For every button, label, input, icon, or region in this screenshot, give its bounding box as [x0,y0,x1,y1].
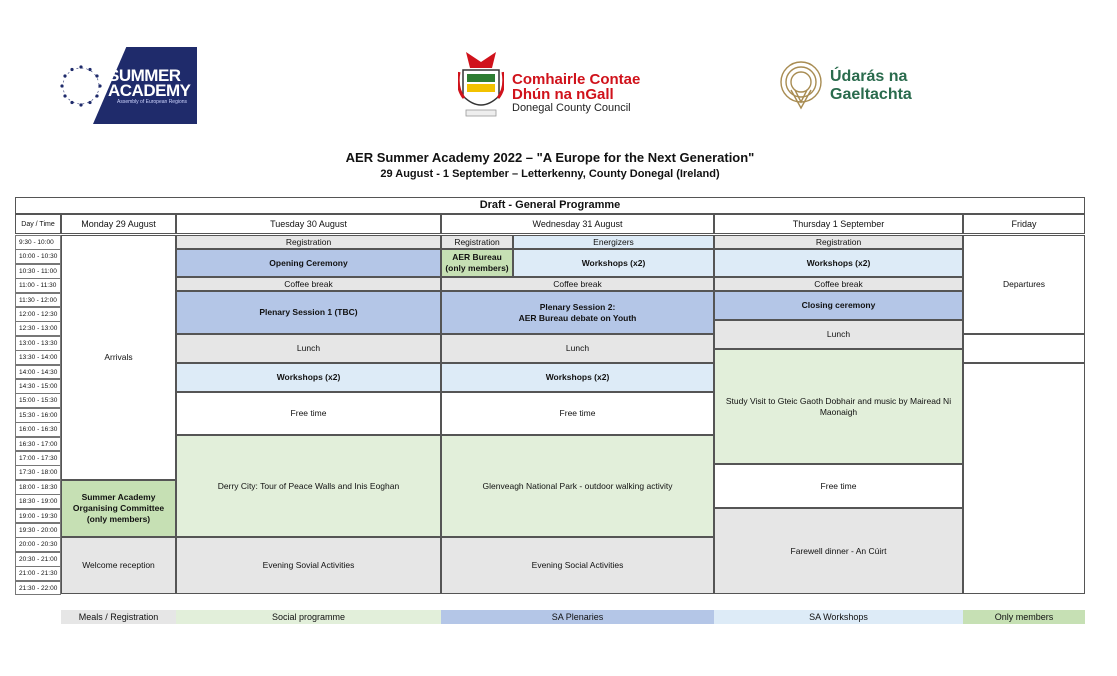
time-slot: 20:30 - 21:00 [15,552,61,567]
tue-derry-tour: Derry City: Tour of Peace Walls and Inis Eoghan [176,435,441,537]
time-slot: 15:00 - 15:30 [15,393,61,408]
wed-free-time: Free time [441,392,714,435]
thu-free-time: Free time [714,464,963,508]
wed-workshops-am: Workshops (x2) [513,249,714,277]
legend-only-members: Only members [963,610,1085,624]
tue-free-time: Free time [176,392,441,435]
wed-plenary-subtitle: AER Bureau debate on Youth [518,312,637,323]
tue-workshops: Workshops (x2) [176,363,441,392]
header-day-time: Day / Time [15,214,61,234]
wed-lunch: Lunch [441,334,714,363]
wed-glenveagh: Glenveagh National Park - outdoor walking activity [441,435,714,537]
wed-evening-activities: Evening Social Activities [441,537,714,594]
wed-registration: Registration [441,235,513,249]
time-slot: 12:00 - 12:30 [15,307,61,322]
wed-plenary-title: Plenary Session 2: [539,301,616,312]
time-slot: 16:30 - 17:00 [15,437,61,452]
tue-lunch: Lunch [176,334,441,363]
wed-energizers: Energizers [513,235,714,249]
header-wednesday: Wednesday 31 August [441,214,714,234]
thu-closing-ceremony: Closing ceremony [714,291,963,320]
time-slot: 18:30 - 19:00 [15,494,61,509]
header-tuesday: Tuesday 30 August [176,214,441,234]
time-slot: 11:30 - 12:00 [15,293,61,308]
header-friday: Friday [963,214,1085,234]
udaras-wordmark-1: Údarás na [830,68,908,85]
wed-plenary-session [441,291,714,334]
legend-social: Social programme [176,610,441,624]
tue-evening-activities: Evening Sovial Activities [176,537,441,594]
time-slot: 13:00 - 13:30 [15,336,61,351]
time-slot: 17:00 - 17:30 [15,451,61,466]
time-slot: 13:30 - 14:00 [15,350,61,365]
thu-workshops: Workshops (x2) [714,249,963,277]
time-slot: 16:00 - 16:30 [15,422,61,437]
time-slot: 17:30 - 18:00 [15,465,61,480]
legend-plenaries: SA Plenaries [441,610,714,624]
table-caption: Draft - General Programme [15,197,1085,214]
time-slot: 12:30 - 13:00 [15,321,61,336]
time-slot: 11:00 - 11:30 [15,278,61,293]
time-slot: 19:00 - 19:30 [15,509,61,524]
time-slot: 21:00 - 21:30 [15,566,61,581]
council-crest-icon [458,48,504,120]
time-slot: 14:30 - 15:00 [15,379,61,394]
tue-opening-ceremony: Opening Ceremony [176,249,441,277]
council-name-irish-2: Dhún na nGall [512,86,614,103]
summer-academy-tagline: Assembly of European Regions [117,99,188,105]
time-slot: 20:00 - 20:30 [15,537,61,552]
udaras-wordmark-2: Gaeltachta [830,86,912,103]
summer-academy-wordmark: SUMMER ACADEMY [108,66,191,100]
legend-workshops: SA Workshops [714,610,963,624]
mon-committee: Summer Academy Organising Committee (only members) [61,480,176,537]
time-slot: 10:30 - 11:00 [15,264,61,279]
page-title: AER Summer Academy 2022 – "A Europe for the Next Generation" [345,150,755,165]
thu-coffee-break: Coffee break [714,277,963,291]
legend-meals: Meals / Registration [61,610,176,624]
council-name-irish: Comhairle Contae [512,71,641,88]
tue-coffee-break: Coffee break [176,277,441,291]
tue-registration: Registration [176,235,441,249]
time-slot: 14:00 - 14:30 [15,365,61,380]
time-slot: 9:30 - 10:00 [15,235,61,250]
mon-welcome-reception: Welcome reception [61,537,176,594]
thu-lunch: Lunch [714,320,963,349]
header-thursday: Thursday 1 September [714,214,963,234]
thu-farewell-dinner: Farewell dinner - An Cúirt [714,508,963,594]
fri-empty-1 [963,334,1085,363]
page-subtitle: 29 August - 1 September – Letterkenny, County Donegal (Ireland) [380,168,720,180]
time-slot: 10:00 - 10:30 [15,249,61,264]
udaras-knot-icon [778,60,824,112]
tue-plenary-session: Plenary Session 1 (TBC) [176,291,441,334]
eu-stars-icon [55,60,107,112]
time-slot: 19:30 - 20:00 [15,523,61,538]
wed-workshops-pm: Workshops (x2) [441,363,714,392]
wed-aer-bureau: AER Bureau (only members) [441,249,513,277]
thu-study-visit: Study Visit to Gteic Gaoth Dobhair and music by Mairead Ni Maonaigh [714,349,963,464]
header-monday: Monday 29 August [61,214,176,234]
council-name-english: Donegal County Council [512,102,631,114]
mon-arrivals: Arrivals [61,235,176,480]
time-slot: 18:00 - 18:30 [15,480,61,495]
fri-empty-2 [963,363,1085,594]
time-slot: 21:30 - 22:00 [15,581,61,596]
wed-coffee-break: Coffee break [441,277,714,291]
thu-registration: Registration [714,235,963,249]
fri-departures: Departures [963,235,1085,334]
time-slot: 15:30 - 16:00 [15,408,61,423]
